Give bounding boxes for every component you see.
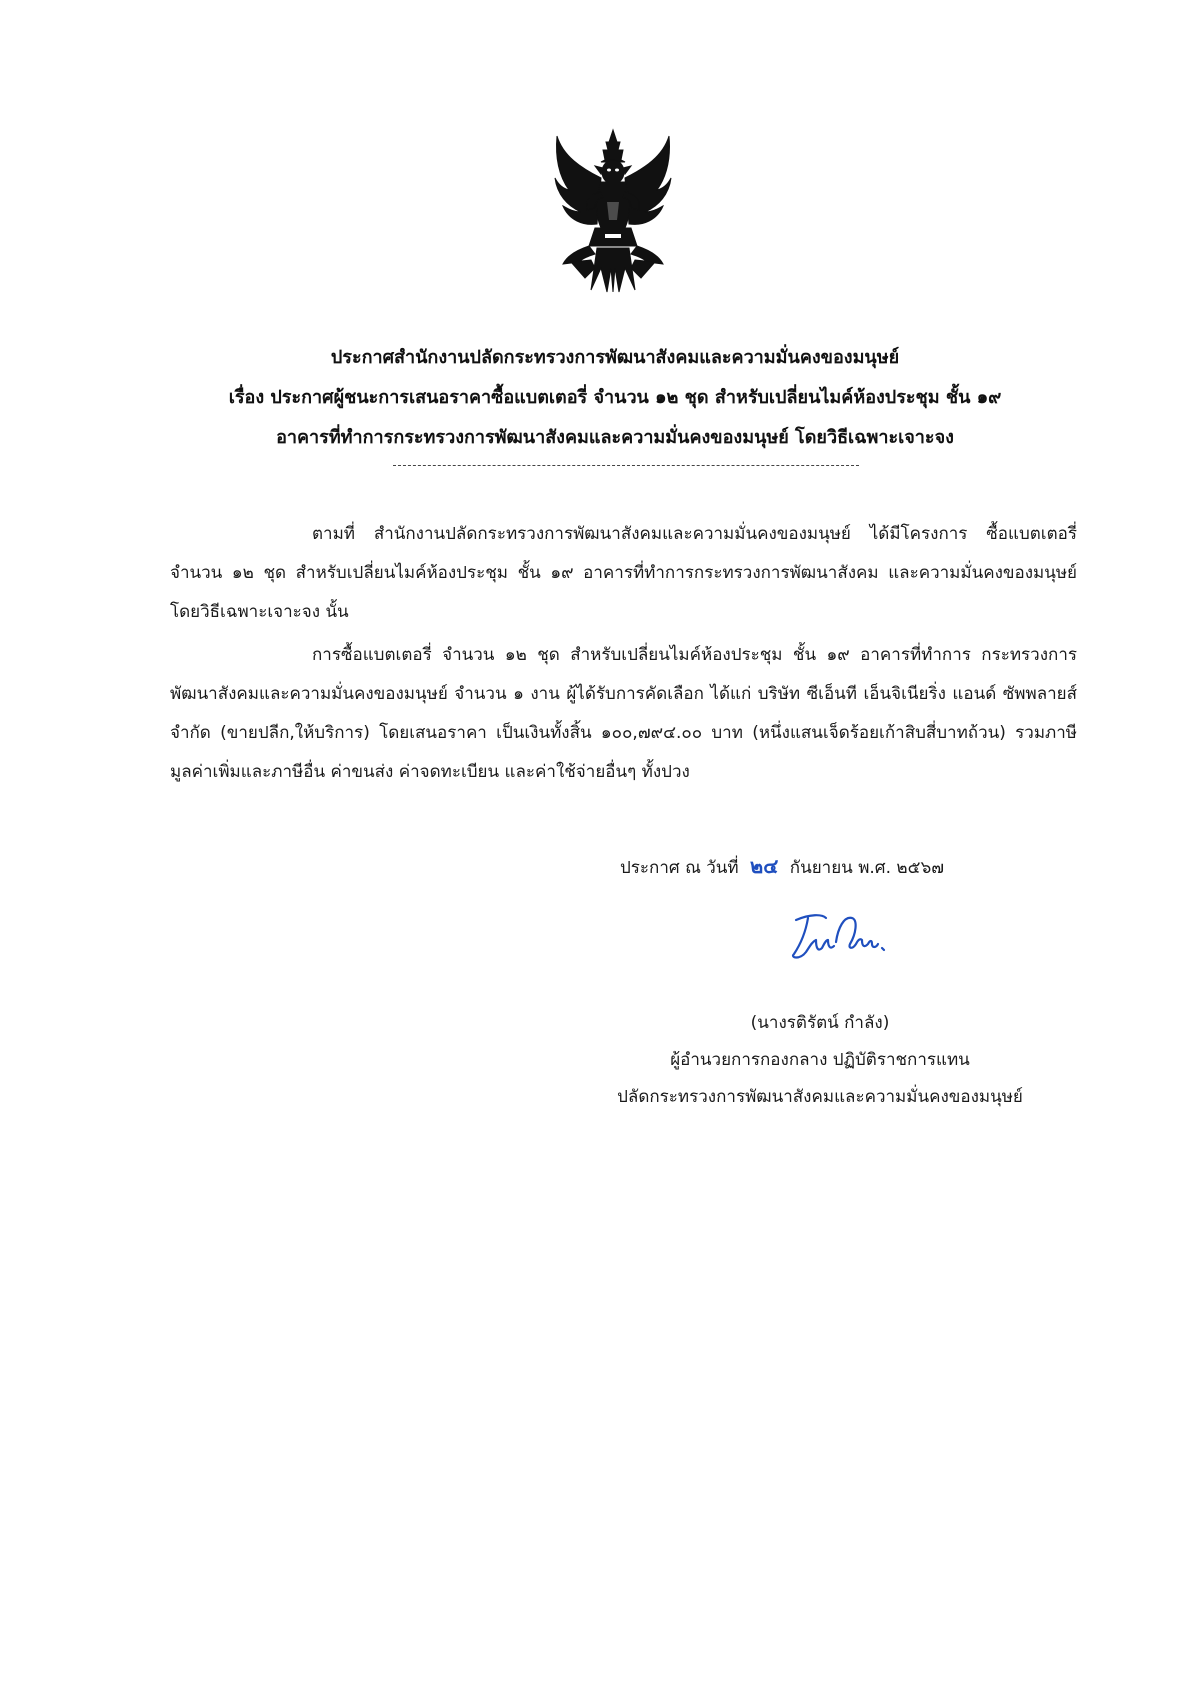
announcement-body	[170, 515, 1077, 796]
paragraph-1: ตามที่ สำนักงานปลัดกระทรวงการพัฒนาสังคมและความมั่นคงของมนุษย์ ได้มีโครงการ ซื้อแบตเตอรี่ จำนวน ๑๒ ชุด สำหรับเปลี่ยนไมค์ห้องประชุม ชั้น ๑๙ อาคารที่ทำการกระทรวงการพัฒนาสังคม และความมั่นคงของมนุษย์ โดยวิธีเฉพาะเจาะจง นั้น	[170, 524, 1077, 622]
signer-office: ปลัดกระทรวงการพัฒนาสังคมและความมั่นคงของมนุษย์	[617, 1087, 1023, 1107]
title-line-3: อาคารที่ทำการกระทรวงการพัฒนาสังคมและความมั่นคงของมนุษย์ โดยวิธีเฉพาะเจาะจง	[276, 427, 954, 448]
signer-name: (นางรติรัตน์ กำลัง)	[750, 1013, 890, 1033]
handwritten-signature	[786, 908, 896, 964]
date-month-year: กันยายน พ.ศ. ๒๕๖๗	[789, 858, 945, 878]
announcement-title	[150, 338, 1080, 458]
signer-position: ผู้อำนวยการกองกลาง ปฏิบัติราชการแทน	[670, 1050, 970, 1070]
title-line-2: เรื่อง ประกาศผู้ชนะการเสนอราคาซื้อแบตเตอรี่ จำนวน ๑๒ ชุด สำหรับเปลี่ยนไมค์ห้องประชุม ชั้น ๑๙	[228, 387, 1002, 408]
garuda-emblem-icon	[551, 128, 676, 293]
date-day: ๒๔	[750, 854, 779, 878]
date-prefix: ประกาศ ณ วันที่	[620, 858, 739, 878]
title-line-1: ประกาศสำนักงานปลัดกระทรวงการพัฒนาสังคมและความมั่นคงของมนุษย์	[330, 347, 900, 368]
announcement-date	[620, 850, 944, 882]
dashed-divider	[393, 465, 859, 466]
signer-block	[560, 1005, 1080, 1116]
paragraph-2: การซื้อแบตเตอรี่ จำนวน ๑๒ ชุด สำหรับเปลี่ยนไมค์ห้องประชุม ชั้น ๑๙ อาคารที่ทำการ กระทรวงการพัฒนาสังคมและความมั่นคงของมนุษย์ จำนวน ๑ งาน ผู้ได้รับการคัดเลือก ได้แก่ บริษัท ซีเอ็นที เอ็นจิเนียริ่ง แอนด์ ซัพพลายส์ จำกัด (ขายปลีก,ให้บริการ) โดยเสนอราคา เป็นเงินทั้งสิ้น ๑๐๐,๗๙๔.๐๐ บาท (หนึ่งแสนเจ็ดร้อยเก้าสิบสี่บาทถ้วน) รวมภาษีมูลค่าเพิ่มและภาษีอื่น ค่าขนส่ง ค่าจดทะเบียน และค่าใช้จ่ายอื่นๆ ทั้งปวง	[170, 645, 1077, 782]
